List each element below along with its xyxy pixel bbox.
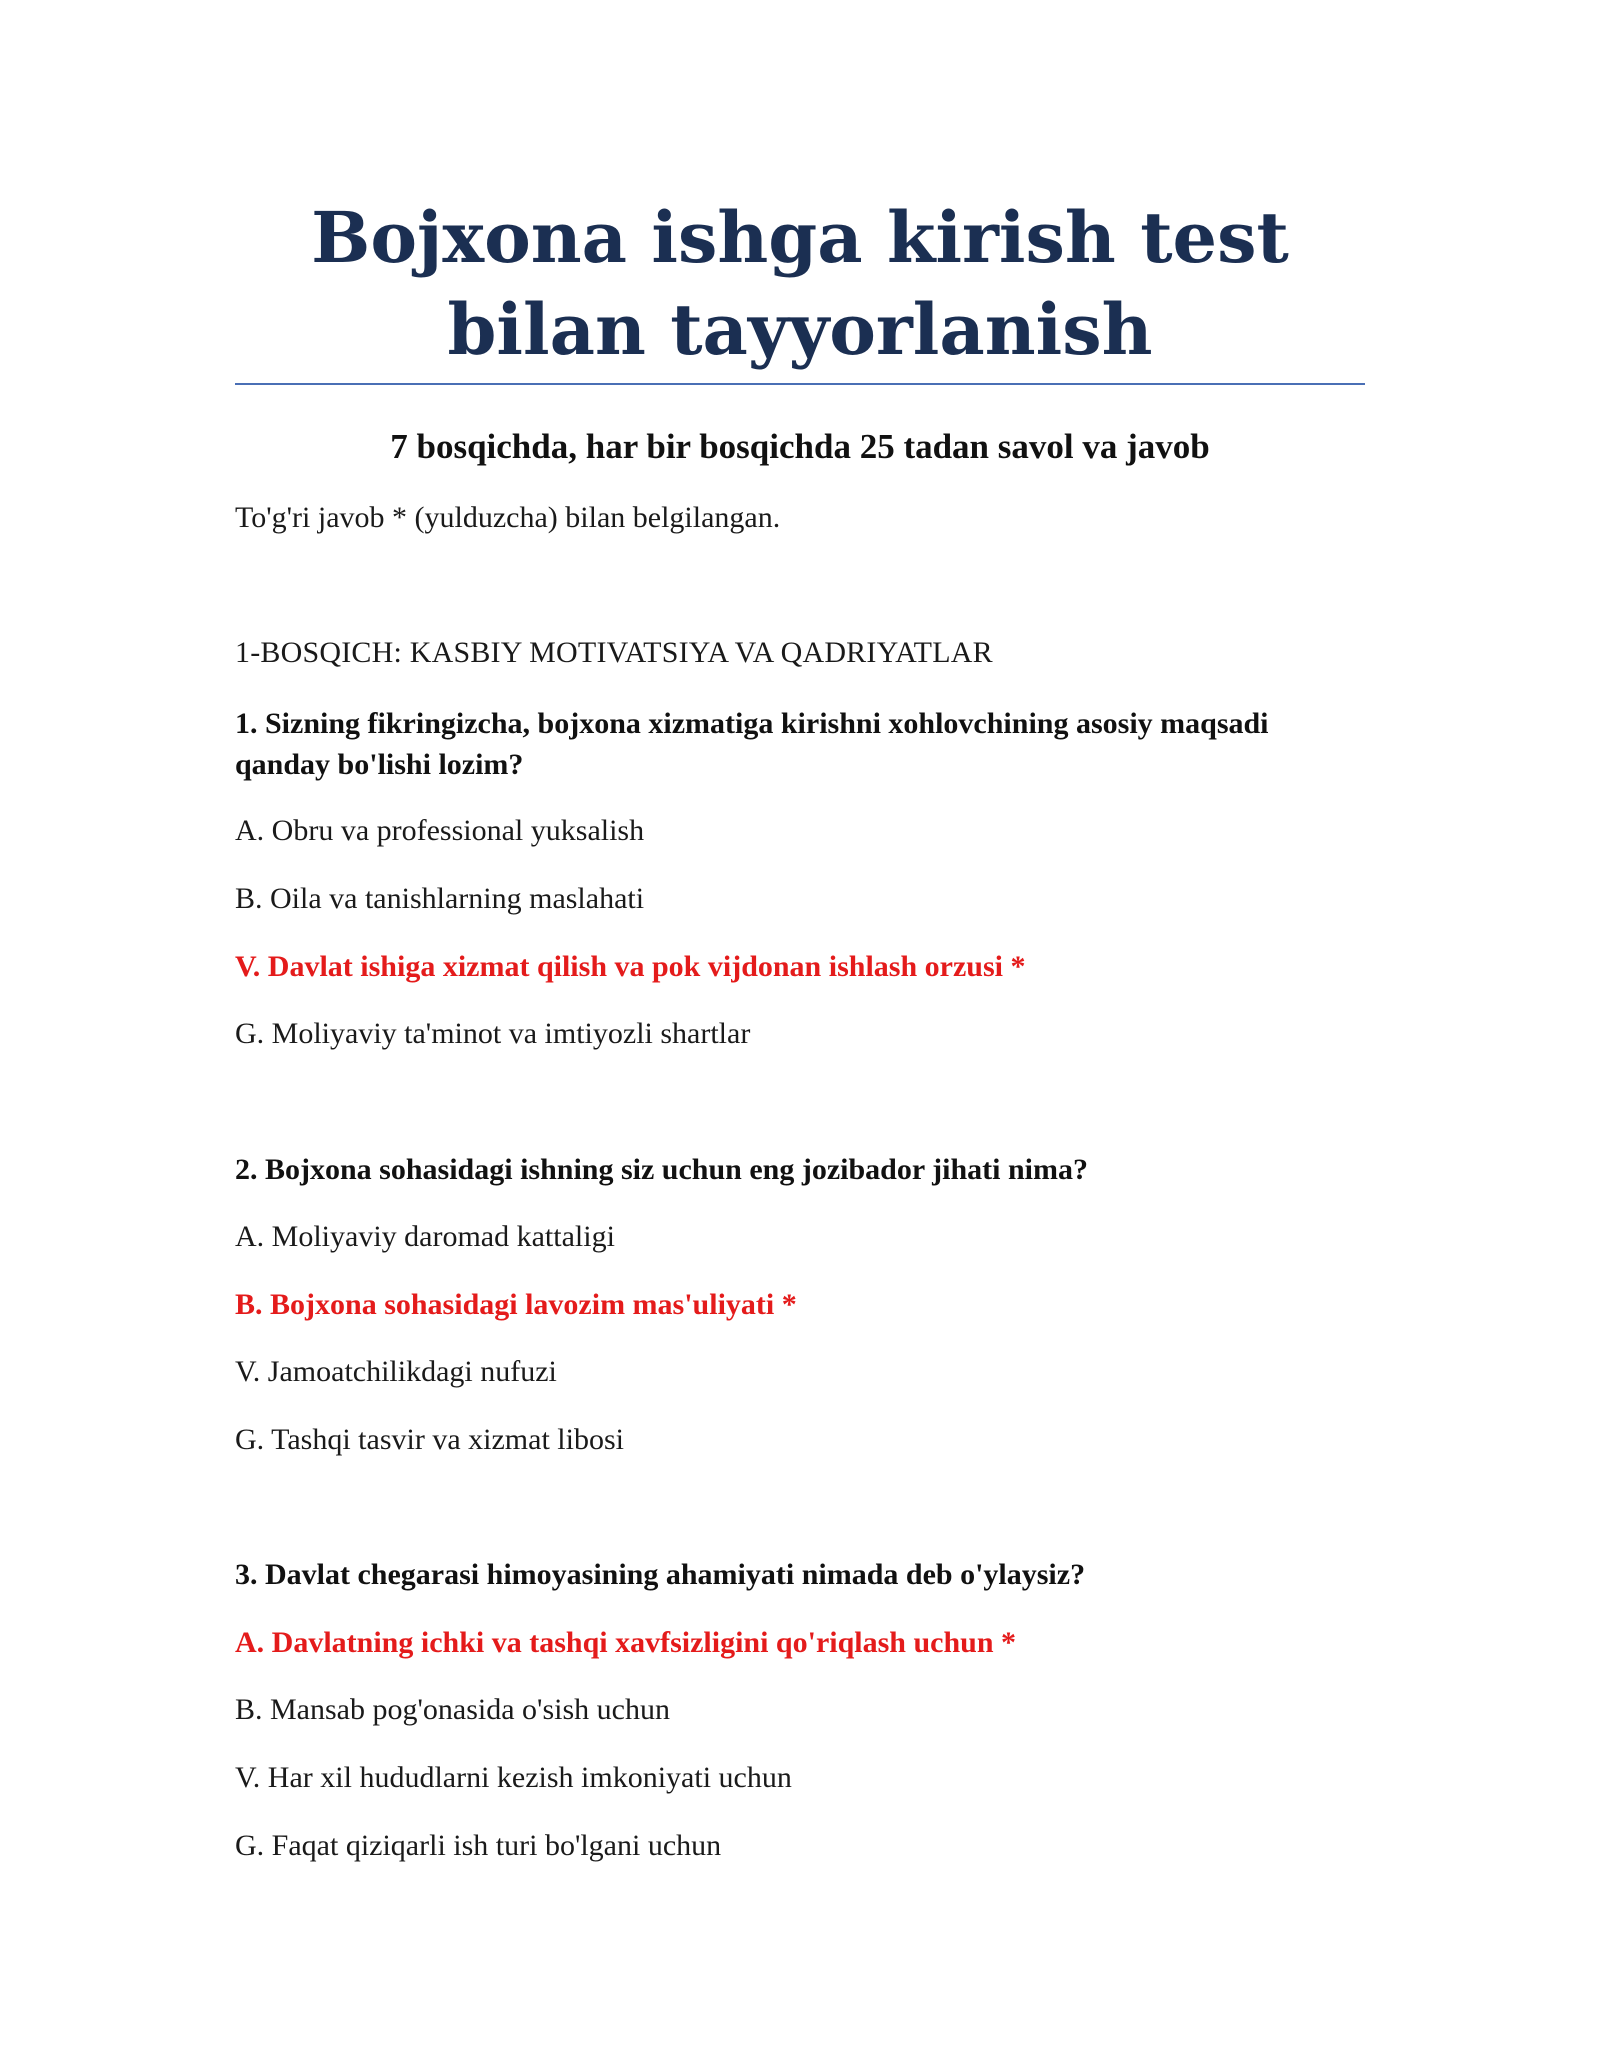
title-divider <box>235 383 1365 385</box>
question-3: 3. Davlat chegarasi himoyasining ahamiyati nimada deb o'ylaysiz? <box>235 1558 1086 1591</box>
question-2: 2. Bojxona sohasidagi ishning siz uchun eng jozibador jihati nima? <box>235 1153 1088 1186</box>
question-1-option-b: B. Oila va tanishlarning maslahati <box>235 882 645 915</box>
question-2-option-v: V. Jamoatchilikdagi nufuzi <box>235 1355 557 1388</box>
question-1-option-v-correct: V. Davlat ishiga xizmat qilish va pok vijdonan ishlash orzusi * <box>235 950 1026 983</box>
question-1: 1. Sizning fikringizcha, bojxona xizmatiga kirishni xohlovchining asosiy maqsadi qanday bo'lishi lozim? <box>235 707 1269 781</box>
question-3-option-v: V. Har xil hududlarni kezish imkoniyati uchun <box>235 1761 792 1794</box>
question-3-option-g: G. Faqat qiziqarli ish turi bo'lgani uchun <box>235 1829 722 1862</box>
question-1-option-a: A. Obru va professional yuksalish <box>235 814 645 847</box>
section-heading: 1-BOSQICH: KASBIY MOTIVATSIYA VA QADRIYATLAR <box>235 636 993 669</box>
question-3-option-b: B. Mansab pog'onasida o'sish uchun <box>235 1693 670 1726</box>
question-2-option-g: G. Tashqi tasvir va xizmat libosi <box>235 1423 624 1456</box>
answer-key-note: To'g'ri javob * (yulduzcha) bilan belgilangan. <box>235 501 781 534</box>
document-title: Bojxona ishga kirish test bilan tayyorlanish <box>311 196 1289 371</box>
question-2-option-a: A. Moliyaviy daromad kattaligi <box>235 1220 615 1253</box>
question-3-option-a-correct: A. Davlatning ichki va tashqi xavfsizligini qo'riqlash uchun * <box>235 1626 1017 1659</box>
question-1-option-g: G. Moliyaviy ta'minot va imtiyozli shartlar <box>235 1017 751 1050</box>
document-subtitle: 7 bosqichda, har bir bosqichda 25 tadan savol va javob <box>390 427 1210 466</box>
question-2-option-b-correct: B. Bojxona sohasidagi lavozim mas'uliyati * <box>235 1288 797 1321</box>
